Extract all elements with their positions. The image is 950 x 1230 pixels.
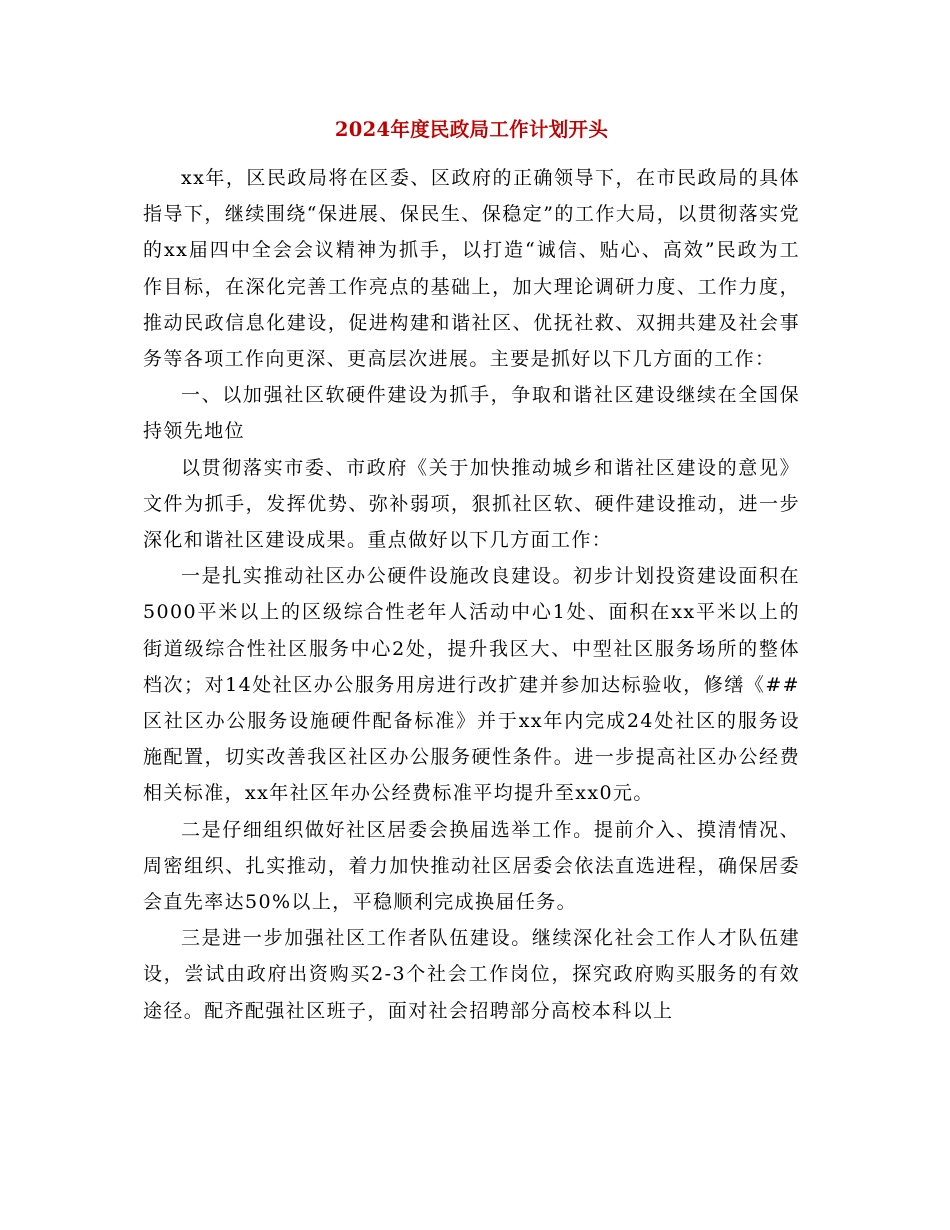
paragraph-item-1: 一是扎实推动社区办公硬件设施改良建设。初步计划投资建设面积在5000平米以上的区级综合性老年人活动中心1处、面积在xx平米以上的街道级综合性社区服务中心2处，提升我区大、中型社区服务场所的整体档次；对14处社区办公服务用房进行改扩建并参加达标验收，修缮《##区社区办公服务设施硬件配备标准》并于xx年内完成24处社区的服务设施配置，切实改善我区社区办公服务硬性条件。进一步提高社区办公经费相关标准，xx年社区年办公经费标准平均提升至xx0元。	[143, 565, 800, 805]
document-title: 2024年度民政局工作计划开头	[334, 118, 609, 141]
paragraph-section-heading-1: 一、以加强社区软硬件建设为抓手，争取和谐社区建设继续在全国保持领先地位	[143, 384, 800, 443]
paragraph-intro: xx年，区民政局将在区委、区政府的正确领导下，在市民政局的具体指导下，继续围绕“保进展、保民生、保稳定”的工作大局，以贯彻落实党的xx届四中全会会议精神为抓手，以打造“诚信、贴心、高效”民政为工作目标，在深化完善工作亮点的基础上，加大理论调研力度、工作力度，推动民政信息化建设，促进构建和谐社区、优抚社救、双拥共建及社会事务等各项工作向更深、更高层次进展。主要是抓好以下几方面的工作：	[143, 167, 800, 371]
paragraph-item-2: 二是仔细组织做好社区居委会换届选举工作。提前介入、摸清情况、周密组织、扎实推动，着力加快推动社区居委会依法直选进程，确保居委会直先率达50%以上，平稳顺利完成换届任务。	[143, 818, 800, 914]
paragraph-item-3: 三是进一步加强社区工作者队伍建设。继续深化社会工作人才队伍建设，尝试由政府出资购买2-3个社会工作岗位，探究政府购买服务的有效途径。配齐配强社区班子，面对社会招聘部分高校本科以上	[143, 927, 800, 1022]
paragraph-section-1-intro: 以贯彻落实市委、市政府《关于加快推动城乡和谐社区建设的意见》文件为抓手，发挥优势、弥补弱项，狠抓社区软、硬件建设推动，进一步深化和谐社区建设成果。重点做好以下几方面工作：	[143, 456, 800, 552]
